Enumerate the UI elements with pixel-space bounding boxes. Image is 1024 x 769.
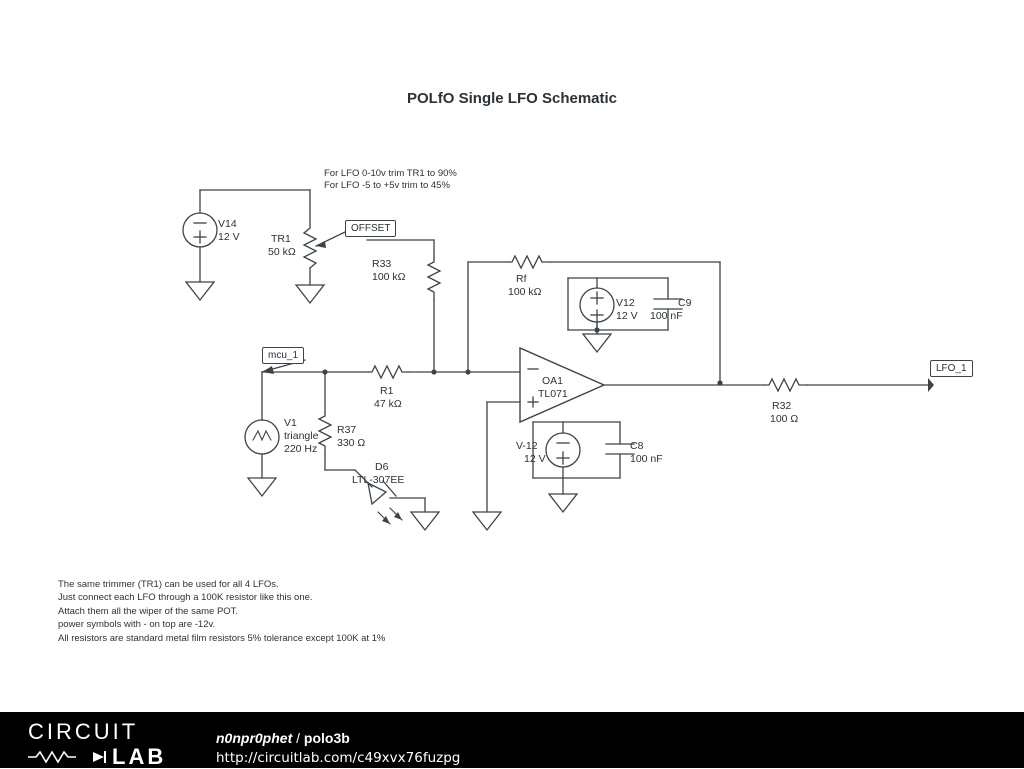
label-r33-ref: R33	[372, 258, 392, 270]
label-oa1-ref: OA1	[542, 375, 564, 387]
note-line: power symbols with - on top are -12v.	[58, 619, 216, 631]
label-v14-ref: V14	[218, 218, 237, 230]
label-r33-value: 100 kΩ	[372, 271, 406, 283]
net-tag-offset[interactable]: OFFSET	[345, 220, 396, 237]
label-r37-ref: R37	[337, 424, 357, 436]
label-r1-ref: R1	[380, 385, 394, 397]
footer-project: polo3b	[303, 730, 350, 746]
label-c9-value: 100 nF	[650, 310, 683, 322]
label-v1-value-wave: triangle	[284, 430, 319, 442]
label-rf-ref: Rf	[516, 273, 527, 285]
label-r37-value: 330 Ω	[337, 437, 366, 449]
label-v1-value-freq: 220 Hz	[284, 443, 318, 455]
trim-note-line-1: For LFO 0-10v trim TR1 to 90%	[324, 168, 457, 179]
junction-dot	[431, 369, 436, 374]
label-r32-ref: R32	[772, 400, 792, 412]
label-v1-ref: V1	[284, 417, 297, 429]
note-line: Attach them all the wiper of the same POT.	[58, 605, 239, 617]
logo-text-circuit: CIRCUIT	[28, 719, 139, 744]
label-r1-value: 47 kΩ	[374, 398, 402, 410]
circuitlab-logo	[28, 719, 196, 769]
footer-username: n0npr0phet	[216, 730, 293, 746]
label-tr1-ref: TR1	[271, 233, 291, 245]
footer-credit	[216, 728, 460, 768]
resistor-icon	[28, 750, 88, 764]
net-tag-lfo-out[interactable]: LFO_1	[930, 360, 973, 377]
label-rf-value: 100 kΩ	[508, 286, 542, 298]
note-line: The same trimmer (TR1) can be used for all 4 LFOs.	[58, 579, 279, 590]
label-r32-value: 100 Ω	[770, 413, 799, 425]
footer-url[interactable]: http://circuitlab.com/c49xvx76fuzpg	[216, 750, 461, 766]
note-line: All resistors are standard metal film resistors 5% tolerance except 100K at 1%	[58, 632, 386, 644]
footer-separator: /	[296, 730, 301, 746]
label-tr1-value: 50 kΩ	[268, 246, 296, 258]
note-line: Just connect each LFO through a 100K resistor like this one.	[58, 592, 313, 604]
label-vneg12-ref: V-12	[516, 440, 538, 452]
label-d6-value: LTL-307EE	[352, 474, 405, 486]
label-vneg12-value: 12 V	[524, 453, 546, 465]
label-d6-ref: D6	[375, 461, 389, 473]
schematic-notes	[58, 578, 385, 645]
label-v12-value: 12 V	[616, 310, 638, 322]
label-c8-ref: C8	[630, 440, 644, 452]
diode-icon	[92, 750, 108, 764]
label-v12-ref: V12	[616, 297, 635, 309]
logo-text-lab: LAB	[112, 744, 167, 769]
v1-symbol	[245, 420, 279, 454]
label-c9-ref: C9	[678, 297, 692, 309]
trim-note-line-2: For LFO -5 to +5v trim to 45%	[324, 180, 450, 191]
label-v14-value: 12 V	[218, 231, 240, 243]
page-title: POLfO Single LFO Schematic	[406, 90, 618, 107]
net-tag-mcu[interactable]: mcu_1	[262, 347, 304, 364]
label-c8-value: 100 nF	[630, 453, 663, 465]
label-oa1-value: TL071	[538, 388, 568, 400]
